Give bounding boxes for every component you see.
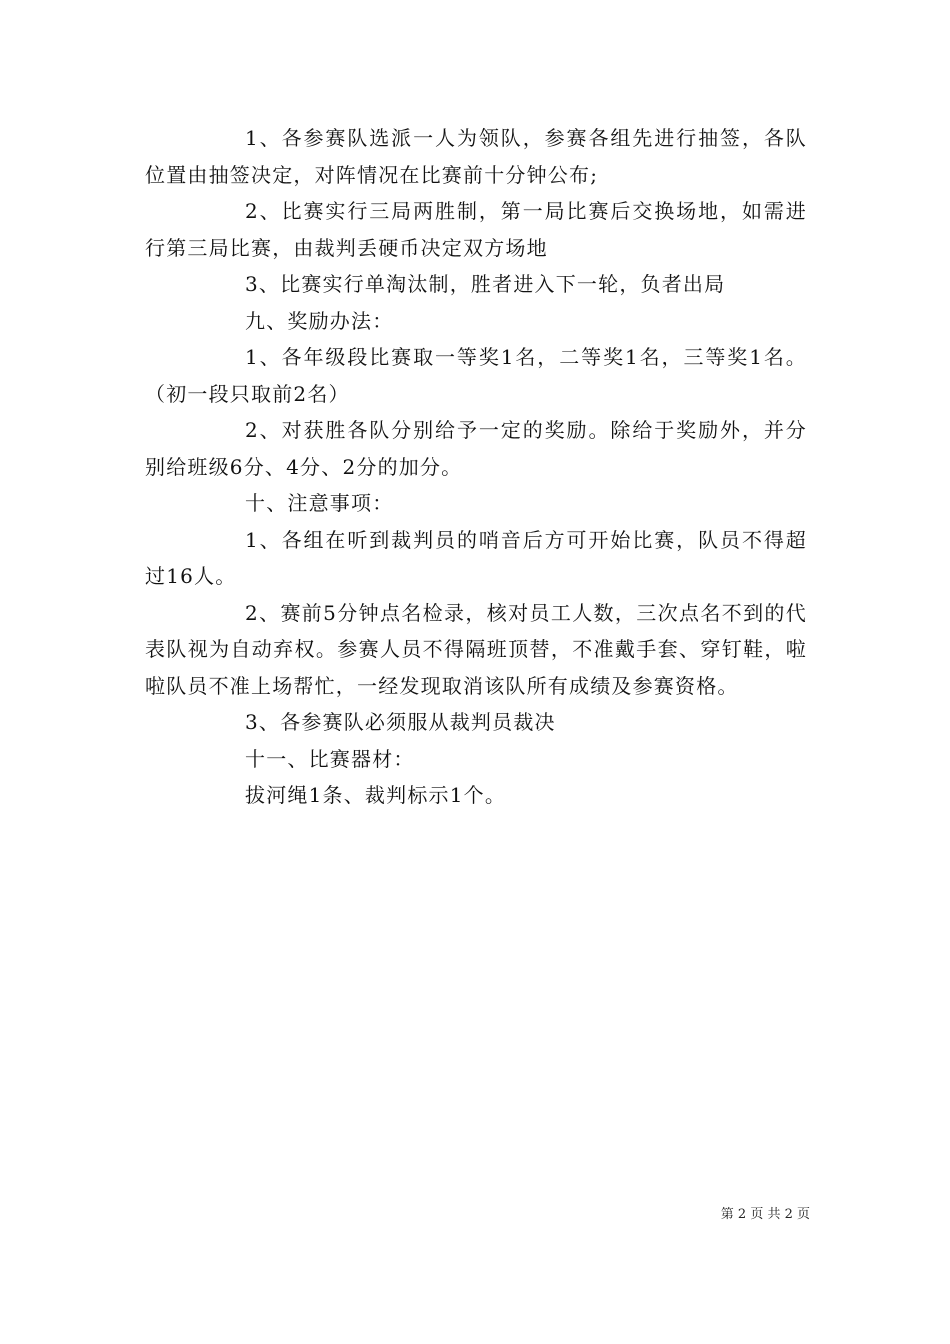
paragraph-awards-1: 1、各年级段比赛取一等奖1名，二等奖1名，三等奖1名。（初一段只取前2名） xyxy=(145,345,807,406)
paragraph-equipment: 拔河绳1条、裁判标示1个。 xyxy=(245,783,507,807)
paragraph-rules-1: 1、各参赛队选派一人为领队，参赛各组先进行抽签，各队位置由抽签决定，对阵情况在比赛前十分钟公布; xyxy=(145,126,807,187)
paragraph-notes-2: 2、赛前5分钟点名检录，核对员工人数，三次点名不到的代表队视为自动弃权。参赛人员不得隔班顶替，不准戴手套、穿钉鞋，啦啦队员不准上场帮忙，一经发现取消该队所有成绩及参赛资格。 xyxy=(145,600,807,698)
paragraph-notes-3: 3、各参赛队必须服从裁判员裁决 xyxy=(245,710,556,734)
paragraph-notes-1: 1、各组在听到裁判员的哨音后方可开始比赛，队员不得超过16人。 xyxy=(145,527,807,588)
paragraph-rules-2: 2、比赛实行三局两胜制，第一局比赛后交换场地，如需进行第三局比赛，由裁判丢硬币决定双方场地 xyxy=(145,199,807,260)
page-number-footer: 第 2 页 共 2 页 xyxy=(720,1207,810,1222)
paragraph-awards-2: 2、对获胜各队分别给予一定的奖励。除给于奖励外，并分别给班级6分、4分、2分的加分。 xyxy=(145,418,807,479)
section-heading-equipment: 十一、比赛器材： xyxy=(245,746,415,771)
document-body xyxy=(145,120,807,814)
section-heading-awards: 九、奖励办法： xyxy=(245,308,394,333)
section-heading-notes: 十、注意事项： xyxy=(245,491,394,515)
paragraph-rules-3: 3、比赛实行单淘汰制，胜者进入下一轮，负者出局 xyxy=(245,272,726,296)
